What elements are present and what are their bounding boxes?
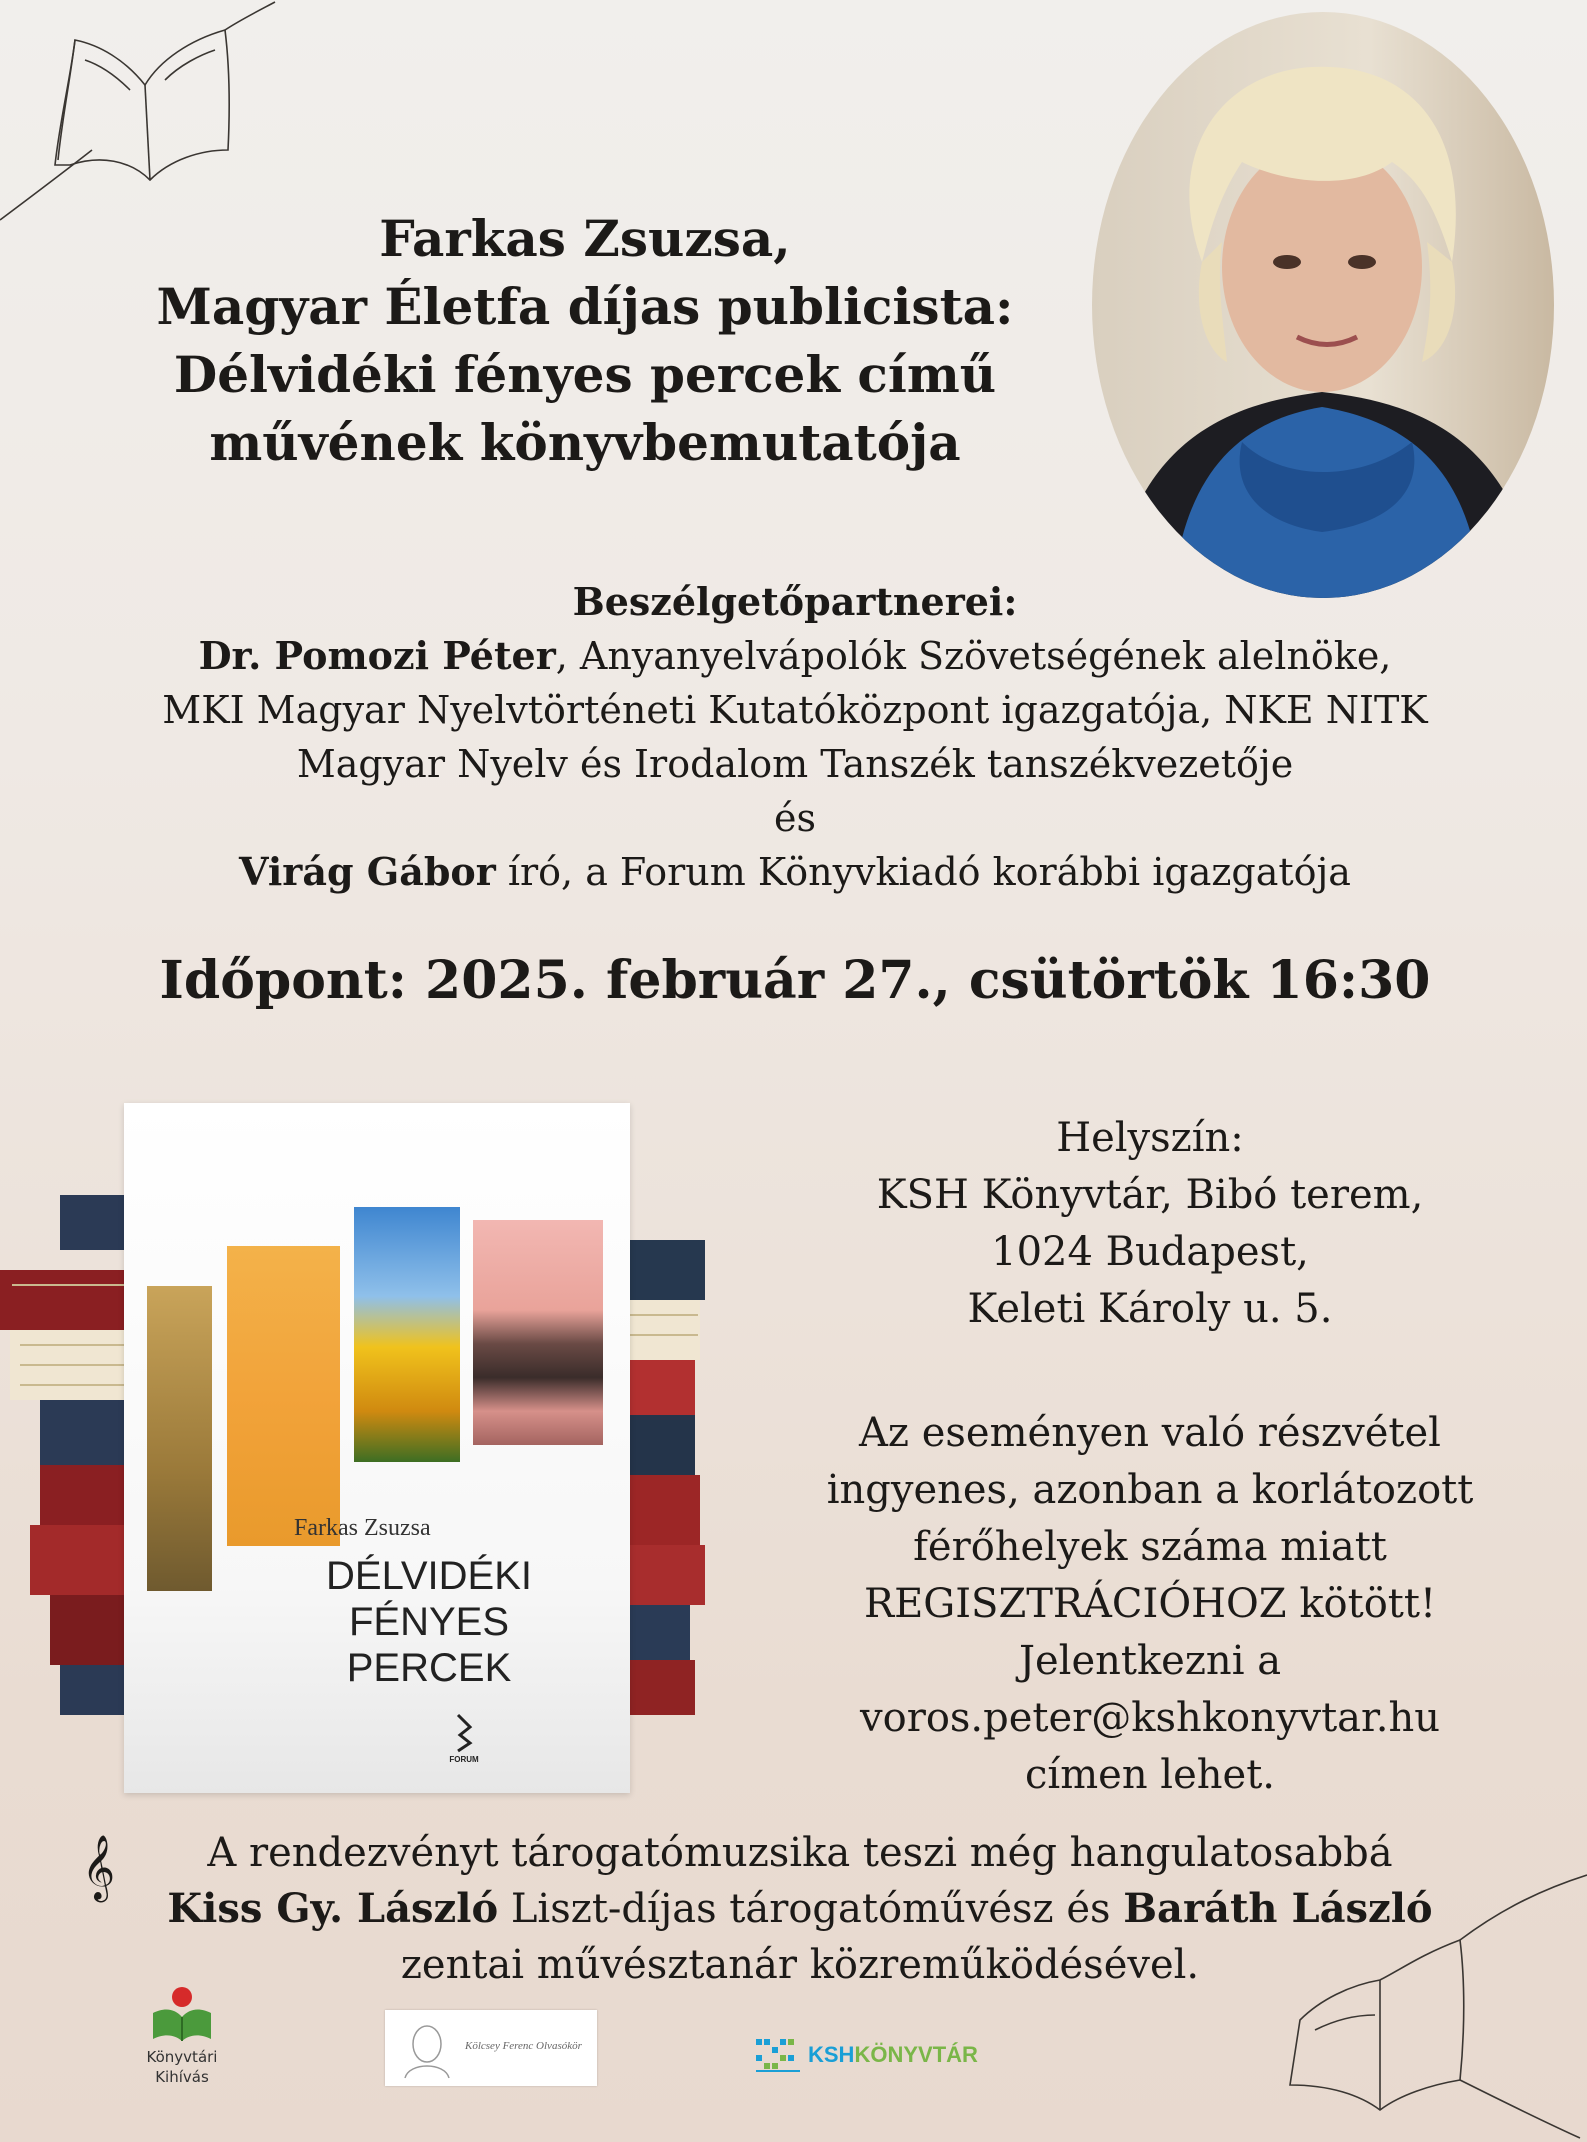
logo-ksh: KSH bbox=[808, 2042, 855, 2067]
info-line: Jelentkezni a bbox=[1018, 1638, 1282, 1684]
cover-title bbox=[279, 1553, 579, 1691]
logo-text: Kihívás bbox=[155, 2068, 209, 2086]
cover-photo-grass bbox=[147, 1286, 212, 1591]
partner-2-role: író, a Forum Könyvkiadó korábbi igazgatója bbox=[495, 850, 1351, 894]
musician-2-name: Baráth László bbox=[1123, 1885, 1433, 1932]
event-title bbox=[80, 205, 1090, 477]
title-line: Délvidéki fényes percek című bbox=[173, 345, 997, 404]
and-text: és bbox=[774, 796, 816, 840]
cover-title-line: PERCEK bbox=[346, 1646, 512, 1690]
open-book-sketch-icon bbox=[0, 0, 300, 230]
music-line: A rendezvényt tárogatómuzsika teszi még hangulatosabbá bbox=[207, 1830, 1393, 1876]
pixel-grid-logo-icon bbox=[754, 2035, 802, 2075]
logo-text bbox=[808, 2042, 978, 2068]
partner-1-line bbox=[40, 629, 1550, 683]
cover-author: Farkas Zsuzsa bbox=[294, 1515, 431, 1541]
conversation-partners bbox=[40, 575, 1550, 899]
venue-line: Keleti Károly u. 5. bbox=[967, 1286, 1333, 1332]
forum-logo-icon bbox=[452, 1713, 476, 1753]
cover-photo-swan bbox=[227, 1246, 340, 1546]
event-date: Időpont: 2025. február 27., csütörtök 16:30 bbox=[159, 950, 1431, 1011]
musician-1-name: Kiss Gy. László bbox=[167, 1885, 499, 1932]
info-line: férőhelyek száma miatt bbox=[913, 1524, 1387, 1570]
ksh-konyvtar-logo bbox=[754, 2035, 978, 2075]
info-line: REGISZTRÁCIÓHOZ kötött! bbox=[863, 1581, 1437, 1627]
partner-1-name: Dr. Pomozi Péter bbox=[198, 633, 556, 678]
music-line: zentai művésztanár közreműködésével. bbox=[400, 1942, 1200, 1988]
venue-label: Helyszín: bbox=[1056, 1115, 1244, 1161]
music-note bbox=[90, 1825, 1510, 1993]
partners-heading: Beszélgetőpartnerei: bbox=[572, 579, 1018, 624]
konyvtari-kihivas-logo bbox=[132, 1985, 232, 2087]
treble-clef-icon: 𝄞 bbox=[82, 1835, 116, 1900]
partner-1-role-line3: Magyar Nyelv és Irodalom Tanszék tanszékvezetője bbox=[296, 742, 1294, 786]
title-line: Magyar Életfa díjas publicista: bbox=[156, 277, 1014, 336]
cover-title-line: FÉNYES bbox=[348, 1600, 510, 1644]
registration-email[interactable]: voros.peter@kshkonyvtar.hu bbox=[860, 1695, 1440, 1741]
info-line: Az eseményen való részvétel bbox=[859, 1410, 1441, 1456]
cover-publisher: FORUM bbox=[449, 1755, 479, 1764]
partner-1-role: , Anyanyelvápolók Szövetségének alelnöke, bbox=[555, 634, 1392, 678]
kolcsey-olvasokor-logo bbox=[385, 2010, 597, 2086]
logo-text: Kölcsey Ferenc Olvasókör bbox=[465, 2040, 582, 2052]
info-line: címen lehet. bbox=[1025, 1752, 1275, 1798]
partner-1-role-line2: MKI Magyar Nyelvtörténeti Kutatóközpont igazgatója, NKE NITK bbox=[162, 688, 1428, 732]
cover-photo-lake bbox=[473, 1220, 603, 1445]
logo-konyvtar: KÖNYVTÁR bbox=[854, 2042, 978, 2067]
portrait-sketch-icon bbox=[397, 2016, 457, 2080]
title-line: Farkas Zsuzsa, bbox=[379, 209, 791, 268]
music-line bbox=[90, 1881, 1510, 1937]
venue-block bbox=[780, 1110, 1520, 1338]
venue-line: 1024 Budapest, bbox=[991, 1229, 1309, 1275]
cover-photo-sunflower bbox=[354, 1207, 460, 1462]
author-portrait bbox=[1092, 12, 1554, 598]
open-book-logo-icon bbox=[147, 1985, 217, 2043]
venue-line: KSH Könyvtár, Bibó terem, bbox=[876, 1172, 1424, 1218]
music-mid: Liszt-díjas tárogatóművész és bbox=[498, 1886, 1124, 1932]
partner-2-line bbox=[40, 845, 1550, 899]
info-line: ingyenes, azonban a korlátozott bbox=[826, 1467, 1474, 1513]
title-line: művének könyvbemutatója bbox=[209, 413, 961, 472]
registration-info bbox=[780, 1405, 1520, 1804]
partner-2-name: Virág Gábor bbox=[239, 849, 496, 894]
logo-text: Könyvtári bbox=[146, 2048, 218, 2066]
book-cover bbox=[124, 1103, 630, 1793]
cover-title-line: DÉLVIDÉKI bbox=[326, 1554, 532, 1598]
